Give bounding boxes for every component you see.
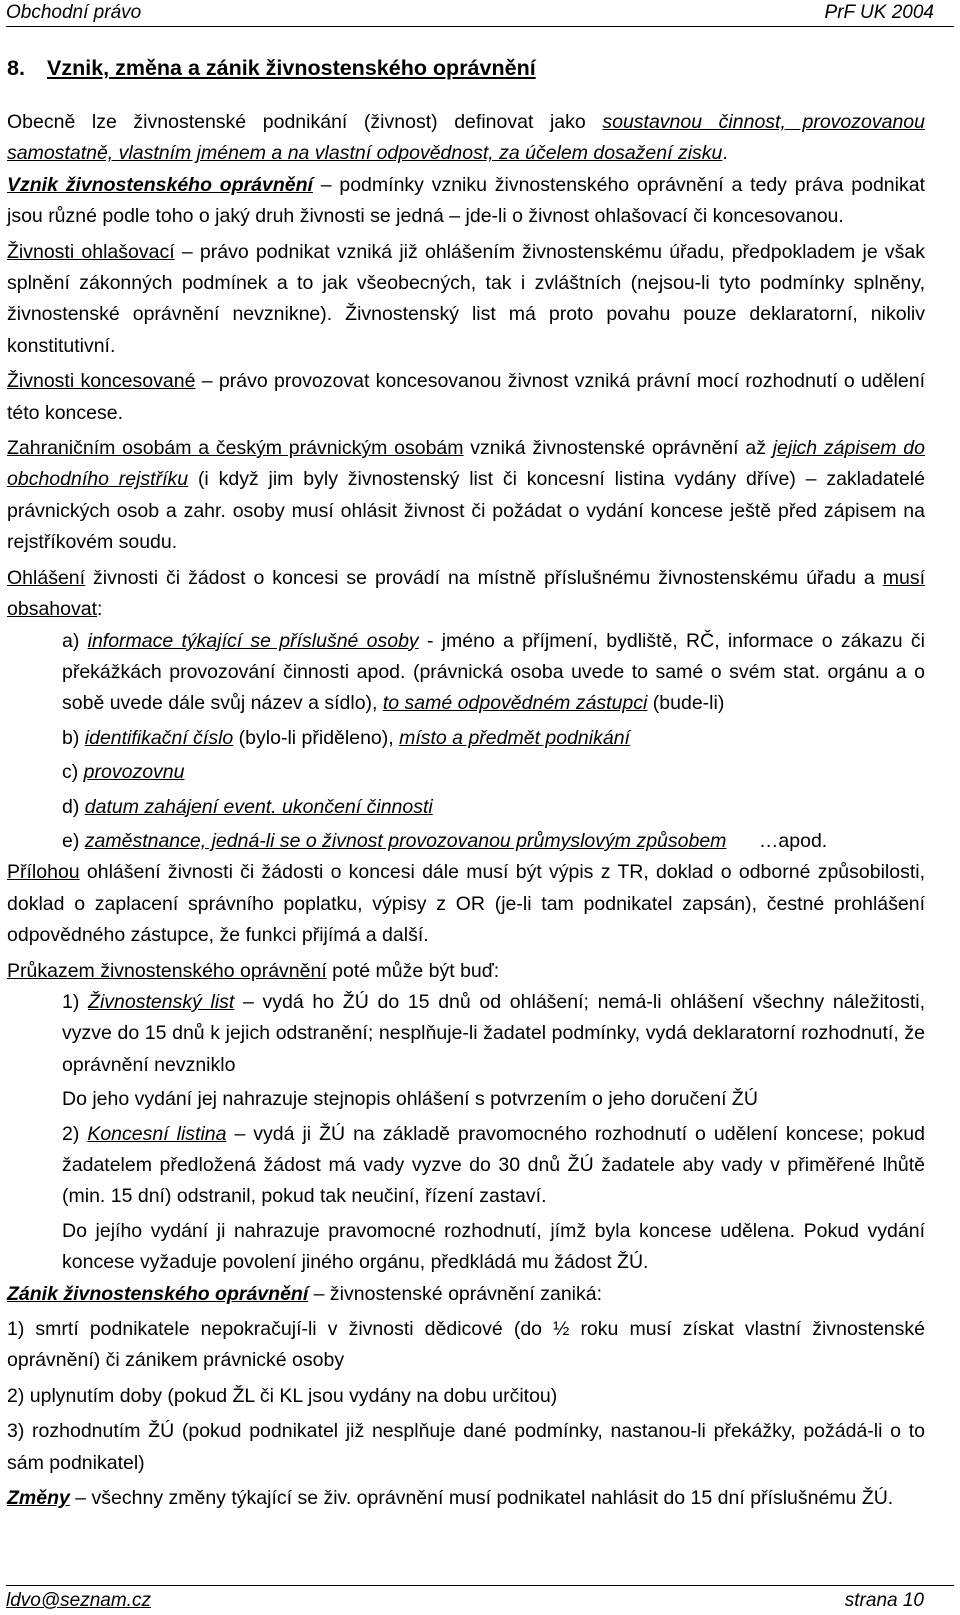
paragraph-foreign: [7, 433, 925, 559]
term-koncesovane: Živnosti koncesované: [7, 370, 196, 393]
text-run: …apod.: [726, 829, 828, 852]
definition-emphasis: soustavnou činnost, provozovanou samostatně, vlastním jménem a na vlastní odpovědnost, za účelem dosažení zisku: [7, 111, 925, 165]
proof-item-concession-note: Do jejího vydání ji nahrazuje pravomocné rozhodnutí, jímž byla koncese udělena. Pokud vydání koncese vyžaduje povolení jiného orgánu, předkládá mu žádost ŽÚ.: [62, 1219, 925, 1274]
text-run: – právo podnikat vzniká již ohlášením živnostenskému úřadu, předpokladem je však splnění zákonných podmínek a to jak všeobecných, tak i zvláštních (nejsou-li tyto podmínky splněny, živnostenské oprávnění nevznikne). Živnostenský list má proto povahu pouze deklaratorní, nikoliv konstitutivní.: [7, 240, 926, 357]
text-run: (i když jim byly živnostenský list či koncesní listina vydány dříve) – zakladatelé právnických osob a zahr. osoby musí ohlásit živnost či požádat o vydání koncese ještě před zápisem na rejstříkovém soudu.: [7, 468, 925, 554]
paragraph-notification: [7, 563, 925, 626]
page-header: [6, 0, 954, 27]
term-establishment: provozovnu: [83, 761, 185, 784]
paragraph-termination: [7, 1279, 925, 1310]
term-foreign-persons: Zahraničním osobám a českým právnickým osobám: [7, 437, 464, 460]
text-run: .: [722, 142, 728, 165]
list-marker: 1): [62, 990, 89, 1013]
header-course: Obchodní právo: [6, 2, 142, 23]
section-heading: [7, 56, 536, 81]
text-run: – podmínky vzniku živnostenského oprávnění a tedy práva podnikat jsou různé podle toho o jaký druh živnosti se jedná – jde-li o živnost ohlašovací či koncesovanou.: [7, 173, 925, 228]
text-run: ohlášení živnosti či žádosti o koncesi dále musí být výpis z TR, doklad o odborné způsobilosti, doklad o zaplacení správního poplatku, výpisy z OR (je-li tam podnikatel zapsán), čestné prohlášení odpovědného zástupce, že funkci přijímá a další.: [7, 861, 925, 947]
text-run: – živnostenské oprávnění zaniká:: [308, 1282, 603, 1305]
list-marker: d): [62, 795, 85, 818]
text-run: Obecně lze živnostenské podnikání (živnost) definovat jako: [7, 111, 603, 133]
list-marker: c): [62, 761, 84, 784]
paragraph-proof: [7, 956, 925, 987]
term-zmeny: Změny: [7, 1487, 70, 1510]
text-run: – vydá ji ŽÚ na základě pravomocného rozhodnutí o udělení koncese; pokud žadatelem předložená žádost má vady vyzve do 30 dnů ŽÚ žadatele aby vady v přiměřené lhůtě (min. 15 dní) odstranil, pokud tak neučiní, řízení zastaví.: [62, 1122, 925, 1208]
paragraph-changes: [7, 1483, 925, 1514]
paragraph-attachments: [7, 857, 925, 951]
term-zanik: Zánik živnostenského oprávnění: [7, 1282, 309, 1305]
proof-item-trade-license-note: Do jeho vydání jej nahrazuje stejnopis ohlášení s potvrzením o jeho doručení ŽÚ: [62, 1088, 758, 1111]
text-run: (bude-li): [647, 692, 725, 715]
text-run: vzniká živnostenské oprávnění až: [463, 437, 773, 460]
paragraph-ohlasovaci: [7, 237, 925, 363]
proof-item-concession: [7, 1119, 925, 1213]
section-title: Vznik, změna a zánik živnostenského oprávnění: [47, 56, 536, 80]
termination-item-2: 2) uplynutím doby (pokud ŽL či KL jsou vydány na dobu určitou): [7, 1384, 558, 1407]
text-run: :: [97, 598, 103, 621]
text-run: – vydá ho ŽÚ do 15 dnů od ohlášení; nemá-li ohlášení všechny náležitosti, vyzve do 15 dnů k jejich odstranění; nesplňuje-li žadatel podmínky, vydá deklaratorní rozhodnutí, že oprávnění nevzniklo: [62, 990, 925, 1076]
termination-item-3: 3) rozhodnutím ŽÚ (pokud podnikatel již nesplňuje dané podmínky, nastanou-li překážky, požádá-li o to sám podnikatel): [7, 1420, 925, 1474]
term-person-info: informace týkající se příslušné osoby: [87, 629, 419, 652]
section-number: 8.: [7, 56, 25, 80]
text-run: – všechny změny týkající se živ. oprávnění musí podnikatel nahlásit do 15 dní příslušnému ŽÚ.: [69, 1487, 894, 1510]
author-email-link[interactable]: ldvo@seznam.cz: [6, 1590, 151, 1611]
list-item-e: [7, 826, 925, 857]
list-marker: a): [62, 629, 88, 652]
page-footer: [6, 1585, 954, 1614]
term-id-number: identifikační číslo: [84, 726, 234, 749]
page-number: strana 10: [844, 1590, 924, 1611]
term-start-date: datum zahájení event. ukončení činnosti: [84, 795, 433, 818]
document-body: [7, 107, 925, 1514]
list-marker: b): [62, 726, 85, 749]
term-vznik: Vznik živnostenského oprávnění: [7, 173, 313, 196]
term-attachment: Přílohou: [7, 861, 80, 884]
text-run: poté může být buď:: [326, 959, 500, 982]
term-employees: zaměstnance, jedná-li se o živnost provozovanou průmyslovým způsobem: [84, 829, 727, 852]
list-item-d: [7, 792, 925, 823]
term-ohlasovaci: Živnosti ohlašovací: [7, 240, 175, 263]
list-marker: 2): [62, 1122, 88, 1145]
paragraph-origin: [7, 170, 925, 233]
term-must-contain: musí obsahovat: [7, 566, 925, 621]
list-item-c: [7, 757, 925, 788]
term-registry: jejich zápisem do obchodního rejstříku: [7, 437, 926, 491]
term-proof: Průkazem živnostenského oprávnění: [7, 959, 327, 982]
term-place-subject: místo a předmět podnikání: [399, 726, 630, 749]
header-source: PrF UK 2004: [824, 2, 934, 23]
text-run: - jméno a příjmení, bydliště, RČ, informace o zákazu či překážkách provozování činnosti apod. (právnická osoba uvede to samé o svém stat. orgánu a o sobě uvede dále svůj název a sídlo),: [62, 629, 925, 715]
term-ohlaseni: Ohlášení: [7, 566, 86, 589]
term-concession-deed: Koncesní listina: [87, 1122, 227, 1145]
text-run: (bylo-li přiděleno),: [233, 726, 400, 749]
termination-item-1: 1) smrtí podnikatele nepokračují-li v živnosti dědicové (do ½ roku musí získat vlastní živnostenské oprávnění) či zánikem právnické osoby: [7, 1318, 925, 1372]
paragraph-definition: [7, 107, 925, 170]
list-item-b: [7, 723, 925, 754]
text-run: – právo provozovat koncesovanou živnost vzniká právní mocí rozhodnutí o udělení této koncese.: [7, 370, 925, 424]
text-run: živnosti či žádost o koncesi se provádí na místně příslušnému živnostenskému úřadu a: [85, 566, 883, 589]
list-item-a: [7, 626, 925, 720]
list-marker: e): [62, 829, 85, 852]
term-trade-license: Živnostenský list: [88, 990, 235, 1013]
proof-item-trade-license: [7, 987, 925, 1081]
term-representative: to samé odpovědném zástupci: [382, 692, 648, 715]
paragraph-koncesovane: [7, 366, 925, 429]
